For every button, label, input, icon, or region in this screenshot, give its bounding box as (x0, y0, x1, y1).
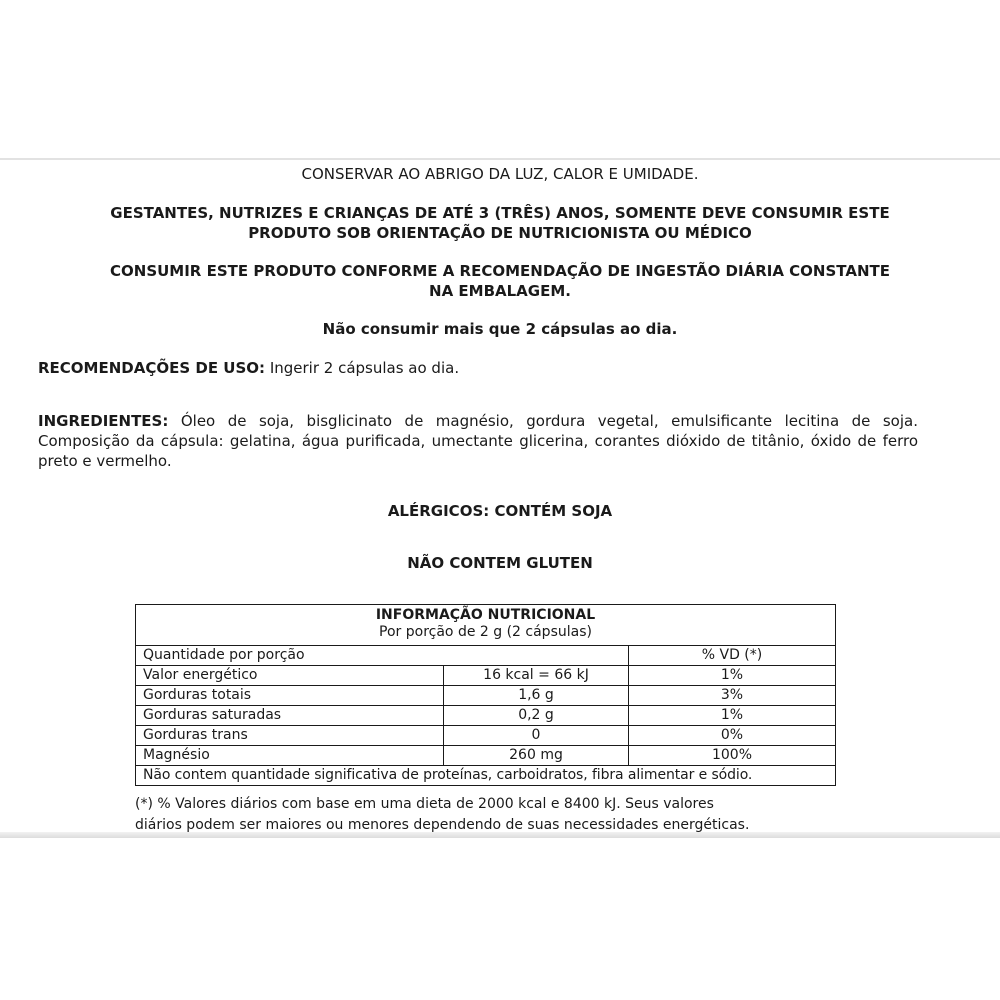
nutrient-dv: 1% (629, 706, 836, 726)
nutrient-amount: 0,2 g (444, 706, 629, 726)
nutrient-dv: 3% (629, 686, 836, 706)
warning-line-2: PRODUTO SOB ORIENTAÇÃO DE NUTRICIONISTA OU MÉDICO (248, 224, 752, 242)
panel-top-edge (0, 158, 1000, 160)
allergens-notice: ALÉRGICOS: CONTÉM SOJA (387, 502, 613, 520)
footnote-line-2: diários podem ser maiores ou menores dependendo de suas necessidades energéticas. (135, 817, 750, 833)
table-row (136, 686, 836, 706)
daily-value-footnote (135, 794, 835, 836)
ingredients-text: Óleo de soja, bisglicinato de magnésio, gordura vegetal, emulsificante lecitina de soja. Composição da cápsula: gelatina, água purificada, umectante glicerina, corantes dióxido de titânio, óxido de ferro preto e vermelho. (38, 412, 918, 470)
nutrient-dv: 0% (629, 726, 836, 746)
ingredients-paragraph (38, 411, 918, 471)
ingredients-label: INGREDIENTES: (38, 412, 169, 430)
nutrient-name: Gorduras trans (136, 726, 444, 746)
max-dose-notice: Não consumir mais que 2 cápsulas ao dia. (322, 320, 678, 338)
nutrition-portion: Por porção de 2 g (2 cápsulas) (379, 624, 592, 640)
nutrition-title: INFORMAÇÃO NUTRICIONAL (375, 607, 596, 623)
nutrient-amount: 0 (444, 726, 629, 746)
table-row (136, 746, 836, 766)
footnote-line-1: (*) % Valores diários com base em uma dieta de 2000 kcal e 8400 kJ. Seus valores (135, 796, 714, 812)
nutrient-name: Gorduras saturadas (136, 706, 444, 726)
nutrient-name: Valor energético (136, 666, 444, 686)
nutrition-table-header (136, 605, 836, 646)
nutrient-name: Magnésio (136, 746, 444, 766)
nutrition-table-title-cell (136, 605, 836, 646)
nutrient-dv: 100% (629, 746, 836, 766)
nutrient-amount: 1,6 g (444, 686, 629, 706)
usage-label: RECOMENDAÇÕES DE USO: (38, 359, 266, 377)
nutrition-table (135, 604, 836, 786)
table-row (136, 726, 836, 746)
column-header-dv: % VD (*) (629, 646, 836, 666)
nutrition-note: Não contem quantidade significativa de proteínas, carboidratos, fibra alimentar e sódio. (136, 766, 836, 786)
nutrient-dv: 1% (629, 666, 836, 686)
column-header-quantity: Quantidade por porção (136, 646, 629, 666)
intake-line-2: NA EMBALAGEM. (429, 282, 571, 300)
nutrient-amount: 16 kcal = 66 kJ (444, 666, 629, 686)
nutrition-note-row (136, 766, 836, 786)
usage-recommendation (38, 358, 918, 378)
table-row (136, 666, 836, 686)
storage-notice: CONSERVAR AO ABRIGO DA LUZ, CALOR E UMIDADE. (301, 165, 699, 183)
gluten-notice: NÃO CONTEM GLUTEN (407, 554, 593, 572)
nutrient-name: Gorduras totais (136, 686, 444, 706)
usage-text: Ingerir 2 cápsulas ao dia. (269, 359, 460, 377)
intake-line-1: CONSUMIR ESTE PRODUTO CONFORME A RECOMENDAÇÃO DE INGESTÃO DIÁRIA CONSTANTE (110, 262, 890, 280)
nutrition-column-headers (136, 646, 836, 666)
warning-line-1: GESTANTES, NUTRIZES E CRIANÇAS DE ATÉ 3 (TRÊS) ANOS, SOMENTE DEVE CONSUMIR ESTE (110, 204, 890, 222)
nutrient-amount: 260 mg (444, 746, 629, 766)
table-row (136, 706, 836, 726)
